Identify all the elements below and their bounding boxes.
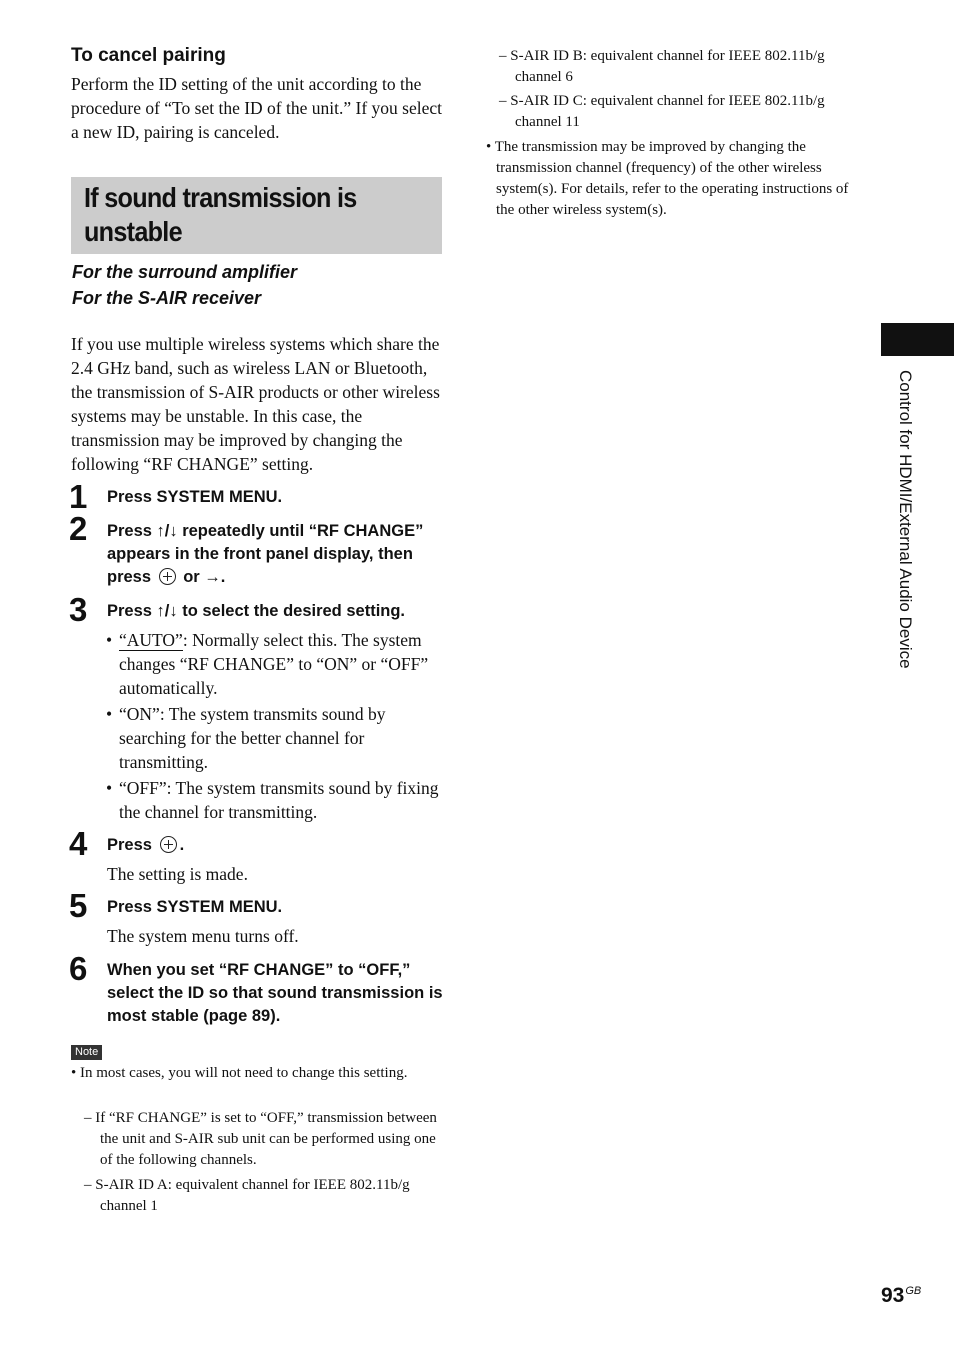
- note-item-3: – S-AIR ID A: equivalent channel for IEEE 802.11b/g channel 1: [84, 1177, 410, 1214]
- step-5-text: Press SYSTEM MENU.: [107, 898, 283, 916]
- option-on-desc: : The system transmits sound by searching for the better channel for transmitting.: [119, 704, 386, 772]
- note-item-1: • In most cases, you will not need to change this setting.: [71, 1065, 408, 1081]
- step-5-result: The system menu turns off.: [107, 926, 299, 946]
- step-6-number: 6: [69, 950, 88, 987]
- section-title-line2: unstable: [84, 216, 182, 247]
- enter-button-icon: [160, 836, 177, 853]
- step-4-result: The setting is made.: [107, 864, 248, 884]
- step-6-text: When you set “RF CHANGE” to “OFF,” select the ID so that sound transmission is most stable (page 89).: [107, 961, 443, 1025]
- intro-paragraph: If you use multiple wireless systems which share the 2.4 GHz band, such as wireless LAN or Bluetooth, the transmission of S-AIR products or other wireless systems may be unstable. In this case, the transmission may be improved by changing the following “RF CHANGE” setting.: [71, 334, 440, 474]
- option-off-desc: : The system transmits sound by fixing the channel for transmitting.: [119, 778, 439, 822]
- option-auto-desc: : Normally select this. The system changes “RF CHANGE” to “ON” or “OFF” automatically.: [119, 630, 429, 698]
- chapter-tab-marker: [881, 323, 954, 356]
- chapter-side-label: Control for HDMI/External Audio Device: [896, 370, 915, 669]
- page-number: [881, 1284, 921, 1308]
- section-title-line1: If sound transmission is: [84, 182, 357, 213]
- section-title-box: [71, 177, 442, 254]
- cancel-pairing-heading: To cancel pairing: [71, 45, 226, 66]
- step-2-number: 2: [69, 510, 88, 547]
- step-2-text-a: Press ↑/↓ repeatedly until “RF CHANGE” appears in the front panel display, then press: [107, 522, 424, 586]
- option-on: • “ON”: The system transmits sound by searching for the better channel for transmitting.: [106, 704, 386, 772]
- step-1-number: 1: [69, 478, 88, 515]
- cancel-pairing-paragraph: Perform the ID setting of the unit according to the procedure of “To set the ID of the unit.” If you select a new ID, pairing is canceled.: [71, 74, 442, 142]
- step-4-text-b: .: [179, 836, 185, 854]
- step-3-number: 3: [69, 591, 88, 628]
- note-item-6: • The transmission may be improved by changing the transmission channel (frequency) of the other wireless system(s). For details, refer to the operating instructions of the other wireless system(s).: [486, 139, 849, 218]
- note-label: Note: [71, 1045, 102, 1060]
- section-title: [84, 181, 357, 249]
- page-number-suffix: GB: [905, 1285, 922, 1297]
- step-4-text-a: Press: [107, 836, 152, 854]
- option-off-word: “OFF”: [119, 778, 167, 798]
- enter-button-icon: [159, 568, 176, 585]
- note-item-2: – If “RF CHANGE” is set to “OFF,” transmission between the unit and S-AIR sub unit can be performed using one of the following channels.: [84, 1110, 437, 1168]
- step-1-text: Press SYSTEM MENU.: [107, 488, 283, 506]
- note-item-5: – S-AIR ID C: equivalent channel for IEEE 802.11b/g channel 11: [499, 93, 825, 130]
- step-3-text: Press ↑/↓ to select the desired setting.: [107, 602, 406, 620]
- subheading-sair-receiver: For the S-AIR receiver: [72, 288, 262, 308]
- option-off: • “OFF”: The system transmits sound by fixing the channel for transmitting.: [106, 778, 439, 822]
- option-auto: • “AUTO”: Normally select this. The system changes “RF CHANGE” to “ON” or “OFF” automatically.: [106, 630, 429, 698]
- step-5-number: 5: [69, 887, 88, 924]
- step-4-text: [107, 834, 447, 857]
- step-2-text: [107, 520, 447, 589]
- subheading-surround-amplifier: For the surround amplifier: [72, 262, 298, 282]
- option-auto-word: “AUTO”: [119, 630, 183, 650]
- setting-options-list: [106, 628, 446, 826]
- step-4-number: 4: [69, 825, 88, 862]
- option-on-word: “ON”: [119, 704, 160, 724]
- step-2-text-b: or →.: [183, 568, 226, 586]
- page-number-value: 93: [881, 1284, 905, 1307]
- chapter-side-label-wrap: [893, 370, 923, 760]
- note-item-4: – S-AIR ID B: equivalent channel for IEEE 802.11b/g channel 6: [499, 48, 825, 85]
